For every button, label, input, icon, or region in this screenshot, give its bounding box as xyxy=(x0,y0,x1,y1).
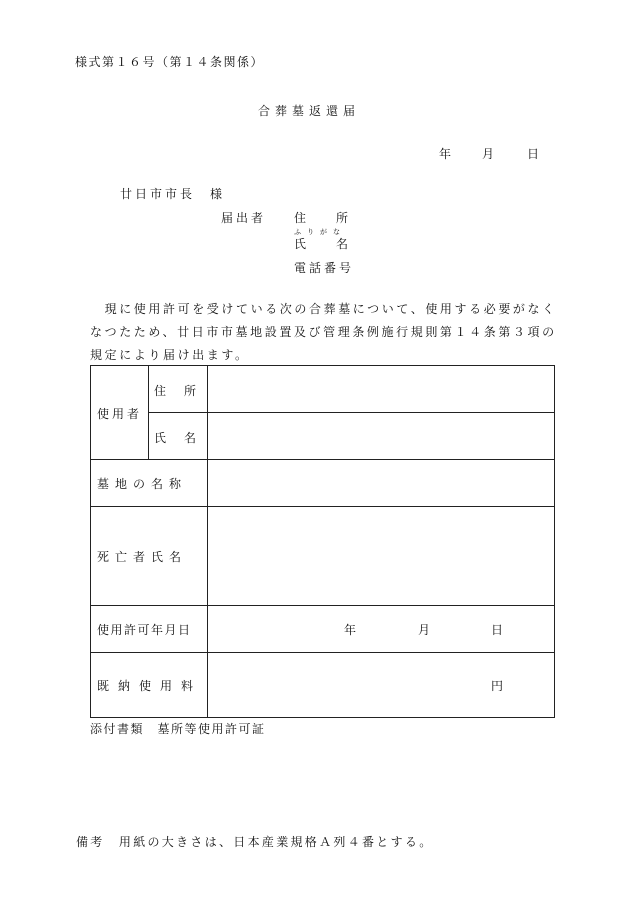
user-address-label: 住 所 xyxy=(154,384,200,398)
fee-paid-label: 既納使用料 xyxy=(97,679,203,693)
fee-unit: 円 xyxy=(491,679,504,693)
row-divider xyxy=(91,459,555,460)
date-year: 年 xyxy=(439,147,452,161)
date-month: 月 xyxy=(482,147,495,161)
row-divider xyxy=(91,506,555,507)
row-divider xyxy=(148,412,555,413)
column-divider xyxy=(207,366,208,718)
applicant-name-label: 氏 名 xyxy=(294,237,351,251)
row-divider xyxy=(91,605,555,606)
form-number: 様式第１６号（第１４条関係） xyxy=(75,55,265,69)
permit-date-month: 月 xyxy=(418,623,431,637)
deceased-name-label: 死亡者氏名 xyxy=(97,550,188,564)
notice-body-text: 現に使用許可を受けている次の合葬墓について、使用する必要がなくなつたため、廿日市市墓地設置及び管理条例施行規則第１４条第３項の規定により届け出ます。 xyxy=(90,302,557,362)
document-title: 合葬墓返還届 xyxy=(258,104,361,118)
applicant-label: 届出者 xyxy=(221,211,267,225)
applicant-address-label: 住 所 xyxy=(294,211,351,225)
return-form-table xyxy=(90,365,555,718)
permit-date-year: 年 xyxy=(344,623,357,637)
remarks-note: 備考 用紙の大きさは、日本産業規格Ａ列４番とする。 xyxy=(76,835,434,849)
addressee: 廿日市市長 様 xyxy=(120,187,226,201)
date-day: 日 xyxy=(527,147,540,161)
cemetery-name-label: 墓地の名称 xyxy=(97,477,188,491)
applicant-phone-label: 電話番号 xyxy=(294,261,355,275)
row-divider xyxy=(91,652,555,653)
user-name-label: 氏 名 xyxy=(154,431,200,445)
user-label: 使用者 xyxy=(97,407,143,421)
permit-date-day: 日 xyxy=(491,623,504,637)
column-divider xyxy=(148,366,149,459)
permit-date-label: 使用許可年月日 xyxy=(97,623,192,637)
attachment-note: 添付書類 墓所等使用許可証 xyxy=(90,722,266,736)
applicant-furigana: ふりがな xyxy=(294,228,346,236)
